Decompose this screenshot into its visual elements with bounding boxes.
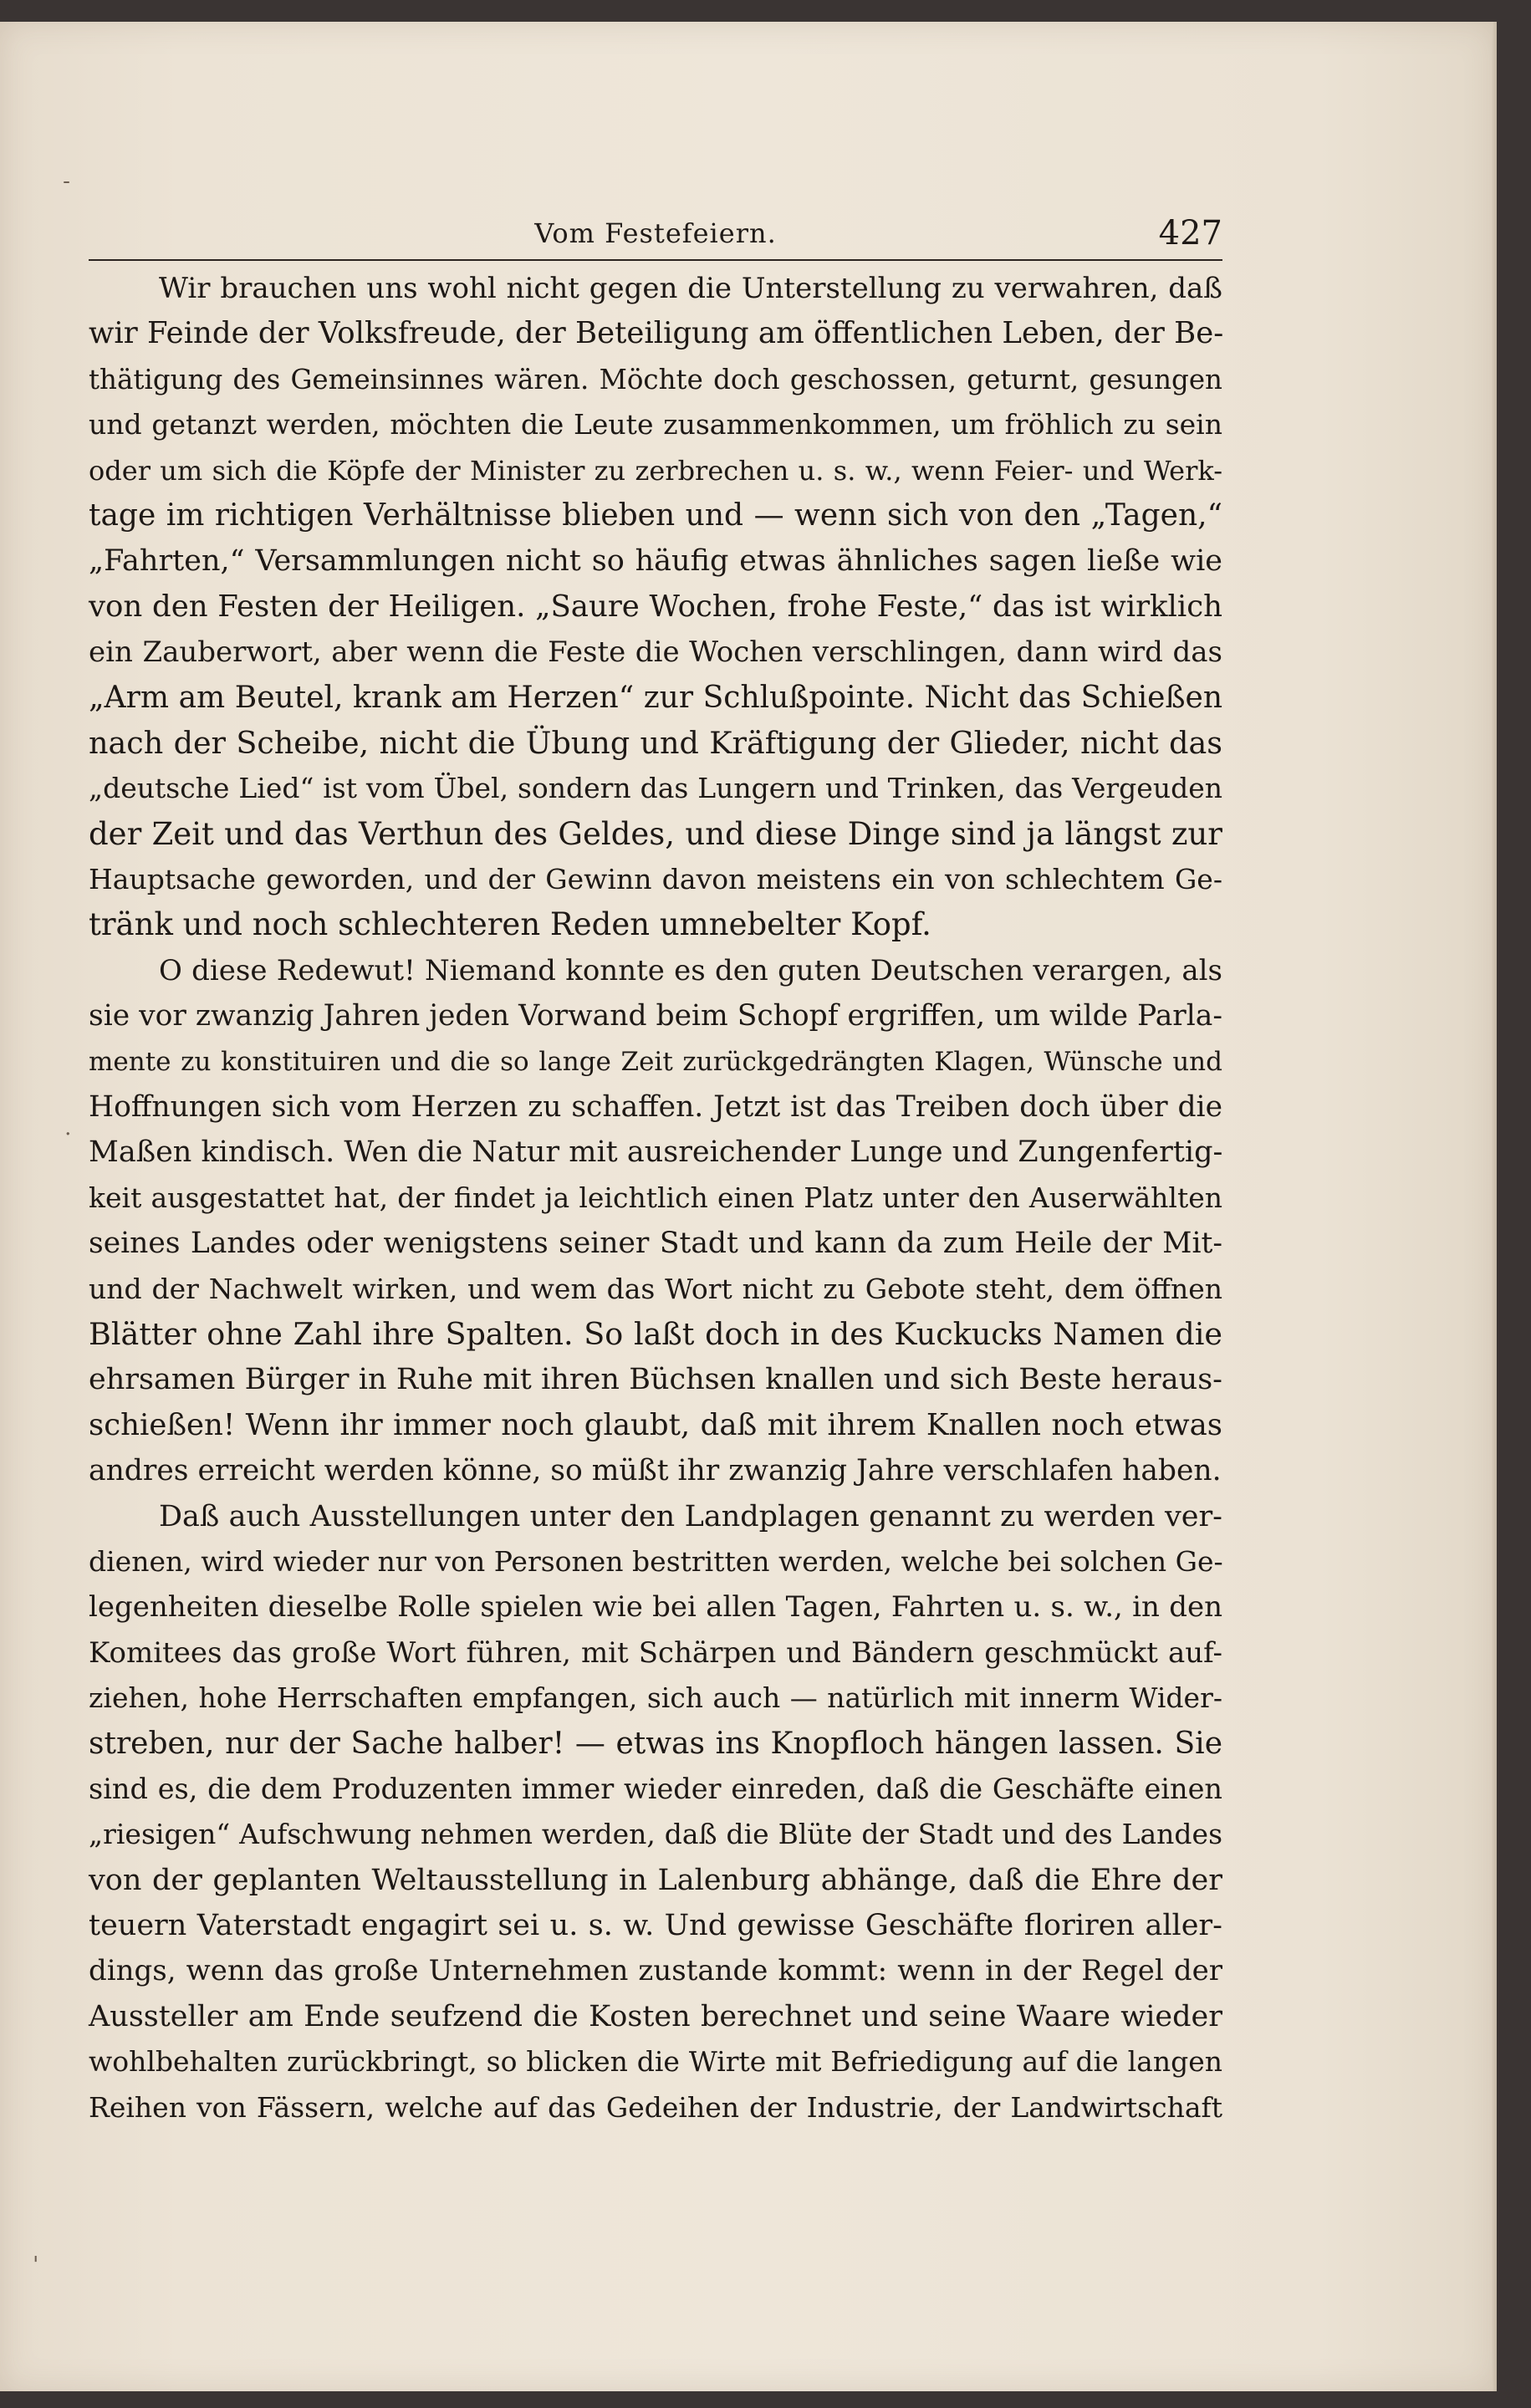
- text-line: seines Landes oder wenigstens seiner Stadt und kann da zum Heile der Mit-: [89, 1227, 1222, 1261]
- text-line: wir Feinde der Volksfreude, der Beteiligung am öffentlichen Leben, der Be-: [89, 316, 1224, 351]
- text-line: keit ausgestattet hat, der findet ja leichtlich einen Platz unter den Auserwählten: [89, 1181, 1222, 1214]
- text-line: ziehen, hohe Herrschaften empfangen, sich auch — natürlich mit innerm Wider-: [89, 1681, 1222, 1715]
- text-line: Maßen kindisch. Wen die Natur mit ausreichender Lunge und Zungenfertig-: [89, 1135, 1223, 1170]
- text-line: dienen, wird wieder nur von Personen bestritten werden, welche bei solchen Ge-: [89, 1544, 1223, 1578]
- text-line: Blätter ohne Zahl ihre Spalten. So laßt doch in des Kuckucks Namen die: [89, 1315, 1222, 1352]
- text-line: ehrsamen Bürger in Ruhe mit ihren Büchsen knallen und sich Beste heraus-: [89, 1363, 1222, 1397]
- text-line: Wir brauchen uns wohl nicht gegen die Unterstellung zu verwahren, daß: [159, 272, 1222, 305]
- page-header: [89, 194, 1222, 261]
- text-line: legenheiten dieselbe Rolle spielen wie bei allen Tagen, Fahrten u. s. w., in den: [89, 1590, 1222, 1625]
- text-line: teuern Vaterstadt engagirt sei u. s. w. Und gewisse Geschäfte floriren aller-: [89, 1909, 1222, 1943]
- header-rule: [89, 259, 1222, 261]
- running-title: Vom Festefeiern.: [534, 217, 777, 249]
- text-line: ein Zauberwort, aber wenn die Feste die Wochen verschlingen, dann wird das: [89, 635, 1222, 670]
- page-edge: [1492, 22, 1497, 2391]
- paragraph-3: [89, 1494, 1222, 2130]
- text-line: Aussteller am Ende seufzend die Kosten berechnet und seine Waare wieder: [89, 1999, 1222, 2033]
- text-line: streben, nur der Sache halber! — etwas ins Knopfloch hängen lassen. Sie: [89, 1726, 1222, 1761]
- text-line: sie vor zwanzig Jahren jeden Vorwand beim Schopf ergriffen, um wilde Parla-: [89, 999, 1223, 1033]
- text-line: dings, wenn das große Unternehmen zustande kommt: wenn in der Regel der: [89, 1954, 1222, 1988]
- text-line: und der Nachwelt wirken, und wem das Wort nicht zu Gebote steht, dem öffnen: [89, 1272, 1222, 1305]
- text-line: tage im richtigen Verhältnisse blieben und — wenn sich von den „Tagen,“: [89, 497, 1222, 533]
- text-line: wohlbehalten zurückbringt, so blicken die Wirte mit Befriedigung auf die langen: [89, 2045, 1222, 2079]
- text-line: Reihen von Fässern, welche auf das Gedeihen der Industrie, der Landwirtschaft: [89, 2090, 1222, 2124]
- text-line: Komitees das große Wort führen, mit Schärpen und Bändern geschmückt auf-: [89, 1635, 1222, 1670]
- text-line: von den Festen der Heiligen. „Saure Wochen, frohe Feste,“ das ist wirklich: [89, 589, 1222, 624]
- text-line: oder um sich die Köpfe der Minister zu zerbrechen u. s. w., wenn Feier- und Werk-: [89, 454, 1222, 487]
- margin-mark: ﾠ-: [42, 169, 70, 194]
- margin-mark: ﾠ.: [43, 1115, 72, 1140]
- text-line: sind es, die dem Produzenten immer wieder einreden, daß die Geschäfte einen: [89, 1772, 1222, 1805]
- text-line: Hauptsache geworden, und der Gewinn davon meistens ein von schlechtem Ge-: [89, 863, 1222, 896]
- text-line: tränk und noch schlechteren Reden umnebelter Kopf.: [89, 906, 931, 943]
- text-line: thätigung des Gemeinsinnes wären. Möchte doch geschossen, geturnt, gesungen: [89, 363, 1222, 395]
- page-number: 427: [1158, 214, 1222, 253]
- text-line: mente zu konstituiren und die so lange Zeit zurückgedrängten Klagen, Wünsche und: [89, 1046, 1222, 1077]
- text-line: O diese Redewut! Niemand konnte es den guten Deutschen verargen, als: [159, 953, 1222, 987]
- text-line: andres erreicht werden könne, so müßt ihr zwanzig Jahre verschlafen haben.: [89, 1454, 1222, 1488]
- paragraph-1: [89, 266, 1222, 948]
- text-line: von der geplanten Weltausstellung in Lalenburg abhänge, daß die Ehre der: [89, 1863, 1222, 1897]
- text-line: Daß auch Ausstellungen unter den Landplagen genannt zu werden ver-: [159, 1499, 1222, 1533]
- margin-mark: ﾠ': [12, 2252, 39, 2278]
- text-line: Hoffnungen sich vom Herzen zu schaffen. Jetzt ist das Treiben doch über die: [89, 1090, 1222, 1125]
- paragraph-2: [89, 948, 1222, 1494]
- text-line: „Arm am Beutel, krank am Herzen“ zur Schlußpointe. Nicht das Schießen: [89, 680, 1222, 715]
- body-text: [89, 266, 1222, 2130]
- text-line: „Fahrten,“ Versammlungen nicht so häufig etwas ähnliches sagen ließe wie: [89, 544, 1222, 579]
- text-line: nach der Scheibe, nicht die Übung und Kräftigung der Glieder, nicht das: [89, 724, 1222, 761]
- text-line: und getanzt werden, möchten die Leute zusammenkommen, um fröhlich zu sein: [89, 408, 1222, 441]
- text-line: schießen! Wenn ihr immer noch glaubt, daß mit ihrem Knallen noch etwas: [89, 1407, 1222, 1442]
- text-line: „riesigen“ Aufschwung nehmen werden, daß die Blüte der Stadt und des Landes: [89, 1818, 1222, 1851]
- text-line: „deutsche Lied“ ist vom Übel, sondern das Lungern und Trinken, das Vergeuden: [89, 772, 1222, 805]
- text-line: der Zeit und das Verthun des Geldes, und diese Dinge sind ja längst zur: [89, 815, 1222, 852]
